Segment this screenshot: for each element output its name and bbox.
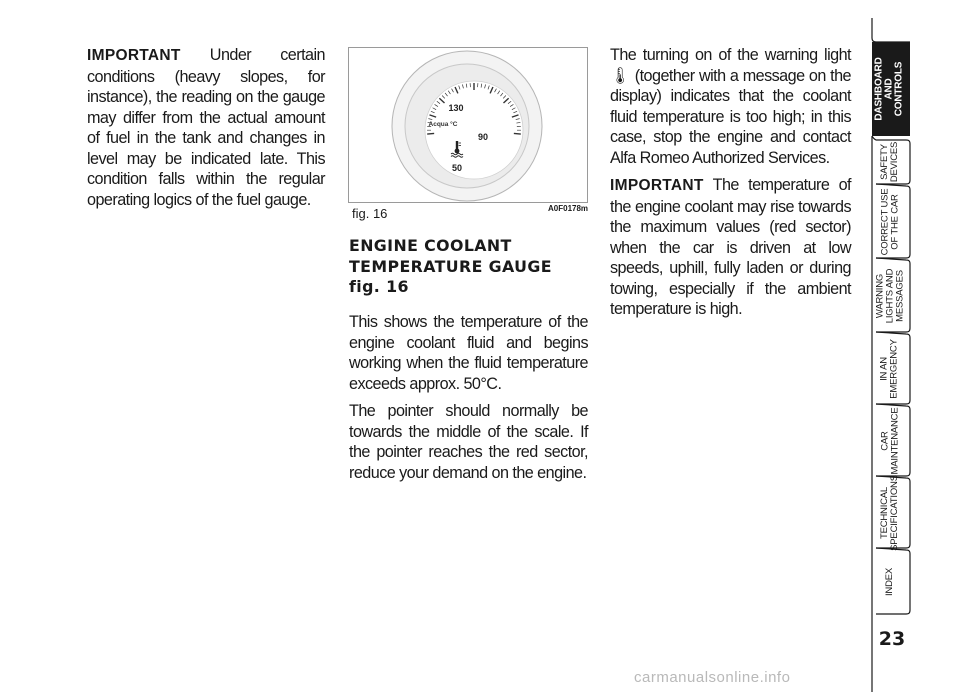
gauge-tick-label-high: 130: [448, 103, 464, 113]
warning-light-note: The turning on of the warning light 🌡 (together with a message on the display) indicates that the coolant fluid temperature is too high; in this case, stop the engine and contact Alfa Romeo Authorized Services.: [610, 46, 851, 167]
important-note-text: Under certain conditions (heavy slopes, for instance), the reading on the gauge may differ from the actual amount of fuel in the tank and changes in level may be indicated late. This condition falls within the regular operating logics of the fuel gauge.: [87, 46, 325, 209]
tab-label: CORRECT USE OF THE CAR: [879, 188, 900, 256]
section-heading-line-1: ENGINE COOLANT: [349, 236, 512, 255]
page-number: 23: [878, 628, 906, 650]
tab-label: INDEX: [883, 567, 895, 597]
tab-correct-use[interactable]: [870, 186, 910, 258]
text-column-left: [87, 45, 325, 217]
tab-label: TECHNICAL SPECIFICATIONS: [879, 475, 900, 551]
important-label: IMPORTANT: [87, 47, 181, 64]
important-note-coolant-text: The temperature of the engine coolant may rise towards the maximum values (red sector) when the car is driven at low speeds, uphill, fully laden or during towing, especially if the ambient temperature is high.: [610, 176, 851, 318]
tab-safety-devices[interactable]: [870, 140, 910, 184]
important-label: IMPORTANT: [610, 177, 704, 194]
important-note-coolant: [610, 175, 851, 320]
gauge-dial-face: [425, 81, 523, 179]
coolant-gauge-illustration: [349, 48, 588, 203]
tab-car-maintenance[interactable]: [870, 406, 910, 476]
tab-dashboard-and-controls[interactable]: [870, 42, 910, 136]
tab-label: DASHBOARD AND CONTROLS: [874, 57, 906, 121]
text-column-right: [610, 45, 851, 327]
watermark: carmanualsonline.info: [634, 669, 791, 686]
figure-coolant-gauge: [348, 47, 588, 203]
tab-index[interactable]: [870, 550, 910, 614]
tab-label: IN AN EMERGENCY: [879, 339, 900, 399]
section-heading-line-2: TEMPERATURE GAUGE: [349, 256, 552, 276]
gauge-tick: [514, 133, 521, 134]
coolant-gauge-description: This shows the temperature of the engine coolant fluid and begins working when the fluid temperature exceeds approx. 50°C.: [349, 313, 588, 393]
gauge-title: Acqua °C: [428, 121, 458, 128]
gauge-tick-label-low: 50: [451, 163, 463, 173]
tab-label: CAR MAINTENANCE: [879, 407, 901, 475]
text-column-middle: [349, 312, 588, 490]
tab-in-an-emergency[interactable]: [870, 334, 910, 404]
tab-label: SAFETY DEVICES: [879, 141, 900, 183]
section-heading-figure-ref: fig. 16: [349, 277, 409, 296]
tab-warning-lights[interactable]: [870, 260, 910, 332]
important-note-fuel: [87, 45, 325, 210]
gauge-tick-label-mid: 90: [477, 132, 489, 142]
coolant-gauge-pointer-note: The pointer should normally be towards the middle of the scale. If the pointer reaches the red sector, reduce your demand on the engine.: [349, 402, 588, 482]
figure-label: fig. 16: [352, 206, 388, 221]
figure-code: A0F0178m: [548, 204, 589, 213]
tab-label: WARNING LIGHTS AND MESSAGES: [874, 268, 905, 324]
gauge-tick: [427, 133, 434, 134]
tab-technical-specifications[interactable]: [870, 475, 910, 551]
section-heading: [349, 236, 588, 298]
